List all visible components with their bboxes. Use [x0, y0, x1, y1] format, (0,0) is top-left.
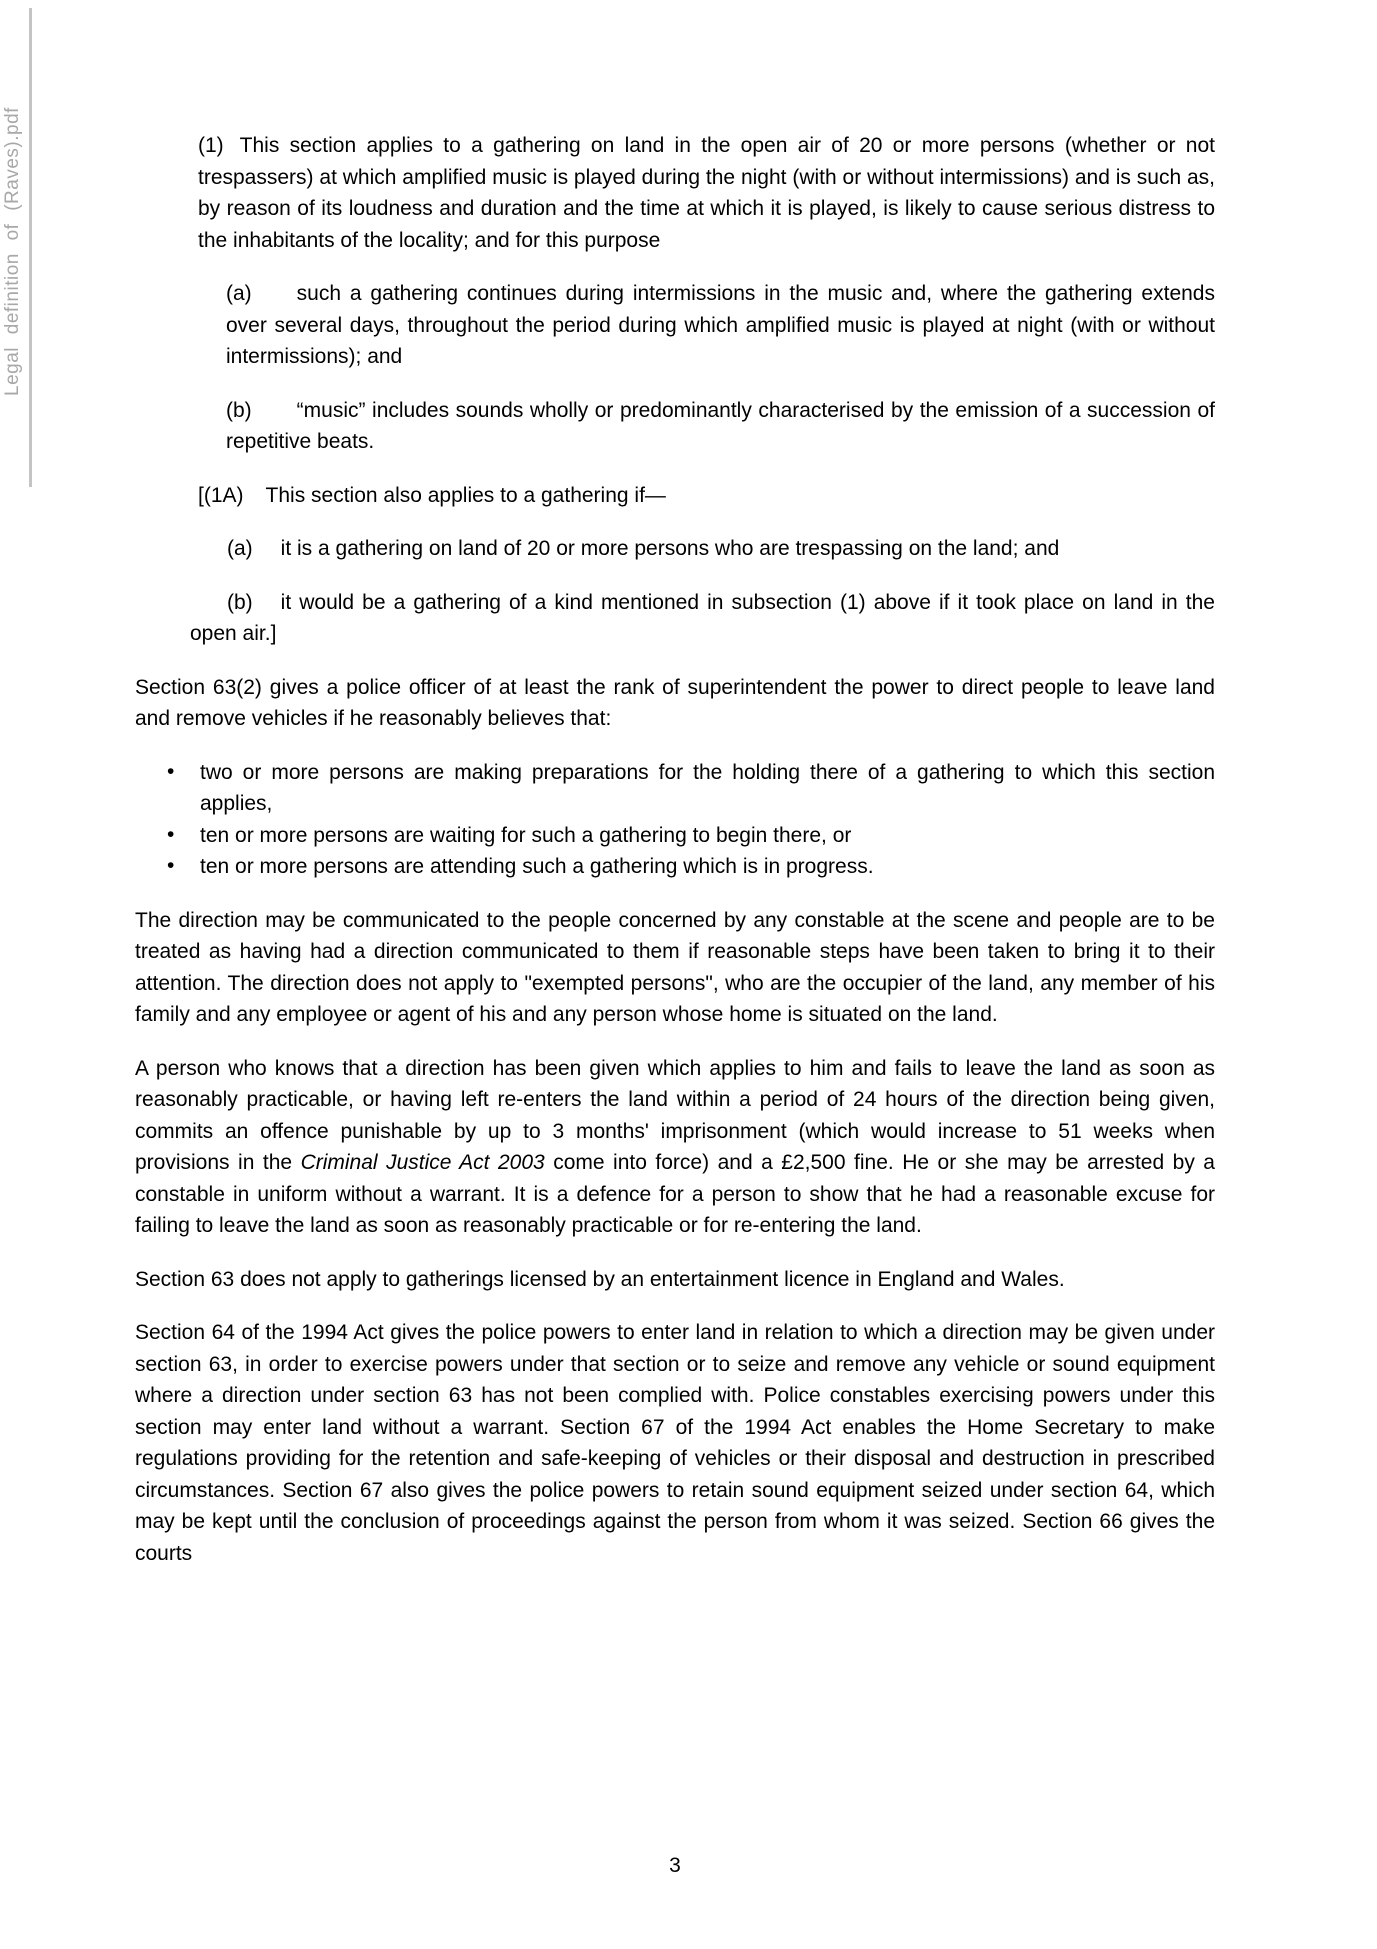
list-item-text: two or more persons are making preparations for the holding there of a gathering to which this section applies,: [200, 760, 1215, 815]
paragraph-licence: Section 63 does not apply to gatherings licensed by an entertainment licence in England and Wales.: [135, 1267, 1065, 1291]
paragraph-direction-power: Section 63(2) gives a police officer of at least the rank of superintendent the power to direct people to leave land and remove vehicles if he reasonably believes that:: [135, 675, 1215, 730]
list-item-text: ten or more persons are waiting for such a gathering to begin there, or: [200, 823, 852, 847]
paragraph-offence-text-1: A person who knows that a direction has been given which applies to him and fails to leave the land as soon as reasonably practicable, or having left re-enters the land within a period of 24 hours of the direction being given, commits an offence punishable by up to 3 months' imprisonment (which would increase to 51 weeks when provisions in the: [135, 1056, 1215, 1174]
list-item-text: ten or more persons are attending such a gathering which is in progress.: [200, 855, 874, 878]
document-body: [135, 130, 1215, 1591]
subsection-1: [198, 130, 1215, 256]
subsection-1A-label: [(1A): [198, 483, 244, 507]
subsection-1A-a-text: it is a gathering on land of 20 or more persons who are trespassing on the land; and: [280, 537, 1060, 560]
file-name-label: Legal definition of (Raves).pdf: [2, 107, 23, 396]
subsection-1a-label: (a): [226, 282, 252, 305]
subsection-1b-text: “music” includes sounds wholly or predominantly characterised by the emission of a succession of repetitive beats.: [226, 398, 1215, 453]
subsection-1-text: This section applies to a gathering on land in the open air of 20 or more persons (whether or not trespassers) at which amplified music is played during the night (with or without intermissions) and is such as, by reason of its loudness and duration and the time at which it is played, is likely to cause serious distress to the inhabitants of the locality; and for this purpose: [198, 134, 1215, 252]
list-item: [135, 757, 1215, 820]
bullet-icon: •: [167, 759, 175, 783]
subsection-1A-a-label: (a): [227, 537, 253, 560]
subsection-1-label: (1): [198, 134, 224, 157]
subsection-1A-b-text: it would be a gathering of a kind mentioned in subsection (1) above if it took place on land in the open air.]: [190, 590, 1215, 645]
subsection-1a-text: such a gathering continues during intermissions in the music and, where the gathering extends over several days, throughout the period during which amplified music is played at night (with or without intermissions); and: [226, 282, 1215, 368]
subsection-1A-b: [190, 587, 1215, 650]
list-item: [135, 820, 1215, 852]
paragraph-offence: [135, 1053, 1215, 1242]
subsection-1a: [226, 278, 1215, 373]
act-title-italic: Criminal Justice Act 2003: [300, 1151, 545, 1174]
subsection-1b-label: (b): [226, 398, 252, 422]
subsection-1A-text: This section also applies to a gathering if—: [265, 483, 666, 507]
subsection-1A-a: [190, 533, 1215, 565]
bullet-icon: •: [167, 854, 175, 877]
paragraph-offence-text-2: come into force) and a £2,500 fine. He or she may be arrested by a constable in uniform without a warrant. It is a defence for a person to show that he had a reasonable excuse for failing to leave the land as soon as reasonably practicable or for re-entering the land.: [135, 1151, 1215, 1237]
bullet-list: [135, 757, 1215, 883]
bullet-icon: •: [167, 822, 175, 846]
list-item: [135, 851, 1215, 883]
subsection-1A-b-label: (b): [227, 590, 253, 614]
paragraph-section64: Section 64 of the 1994 Act gives the police powers to enter land in relation to which a direction may be given under section 63, in order to exercise powers under that section or to seize and remove any vehicle or sound equipment where a direction under section 63 has not been complied with. Police constables exercising powers under this section may enter land without a warrant. Section 67 of the 1994 Act enables the Home Secretary to make regulations providing for the retention and safe-keeping of vehicles or their disposal and destruction in prescribed circumstances. Section 67 also gives the police powers to retain sound equipment seized under section 64, which may be kept until the conclusion of proceedings against the person from whom it was seized. Section 66 gives the courts: [135, 1321, 1215, 1565]
subsection-1b: [226, 395, 1215, 458]
page-number: 3: [669, 1854, 681, 1877]
paragraph-communication: The direction may be communicated to the people concerned by any constable at the scene and people are to be treated as having had a direction communicated to them if reasonable steps have been taken to bring it to their attention. The direction does not apply to "exempted persons", who are the occupier of the land, any member of his family and any employee or agent of his and any person whose home is situated on the land.: [135, 908, 1215, 1026]
side-divider-line: [29, 8, 32, 487]
subsection-1A: [198, 480, 1215, 512]
